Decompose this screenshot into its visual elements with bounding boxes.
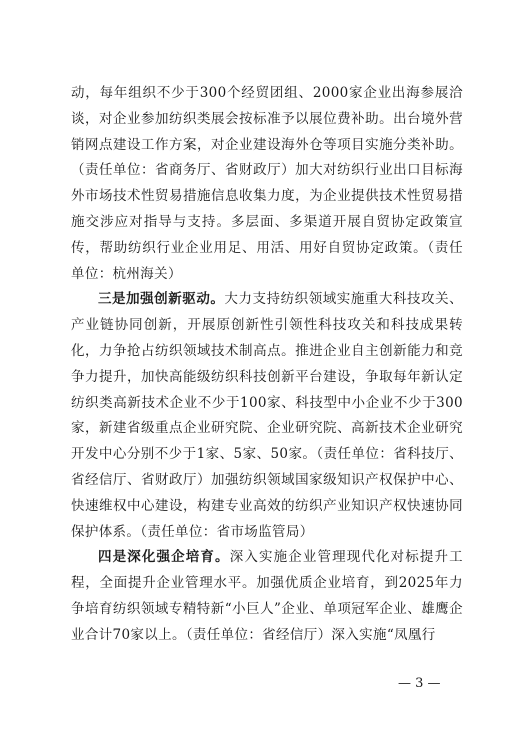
paragraph-text: 动，每年组织不少于300个经贸团组、2000家企业出海参展洽谈，对企业参加纺织类展会按标准予以展位费补助。出台境外营销网点建设工作方案，对企业建设海外仓等项目实施分类补助。（责任单位：省商务厅、省财政厅）加大对纺织行业出口目标海外市场技术性贸易措施信息收集力度，为企业提供技术性贸易措施交涉应对指导与支持。多层面、多渠道开展自贸协定政策宣传，帮助纺织行业企业用足、用活、用好自贸协定政策。（责任单位：杭州海关）	[71, 85, 463, 282]
page-number: — 3 —	[398, 676, 441, 691]
paragraph-enterprise	[71, 545, 463, 648]
paragraph-text: 大力支持纺织领域实施重大科技攻关、产业链协同创新，开展原创新性引领性科技攻关和科技成果转化，力争抢占纺织领域技术制高点。推进企业自主创新能力和竞争力提升，加快高能级纺织科技创新平台建设，争取每年新认定纺织类高新技术企业不少于100家、科技型中小企业不少于300家，新建省级重点企业研究院、企业研究院、高新技术企业研究开发中心分别不少于1家、5家、50家。（责任单位：省科技厅、省经信厅、省财政厅）加强纺织领域国家级知识产权保护中心、快速维权中心建设，构建专业高效的纺织产业知识产权快速协同保护体系。（责任单位：省市场监管局）	[71, 291, 464, 540]
paragraph-heading: 三是加强创新驱动。	[98, 291, 225, 308]
paragraph-innovation	[71, 287, 463, 545]
paragraph-text: 深入实施企业管理现代化对标提升工程，全面提升企业管理水平。加强优质企业培育，到2025年力争培育纺织领域专精特新“小巨人”企业、单项冠军企业、雄鹰企业合计70家以上。（责任单位：省经信厅）深入实施“凤凰行	[71, 549, 463, 643]
document-body	[71, 81, 463, 649]
paragraph-heading: 四是深化强企培育。	[98, 549, 230, 566]
paragraph-continuation	[71, 81, 463, 287]
